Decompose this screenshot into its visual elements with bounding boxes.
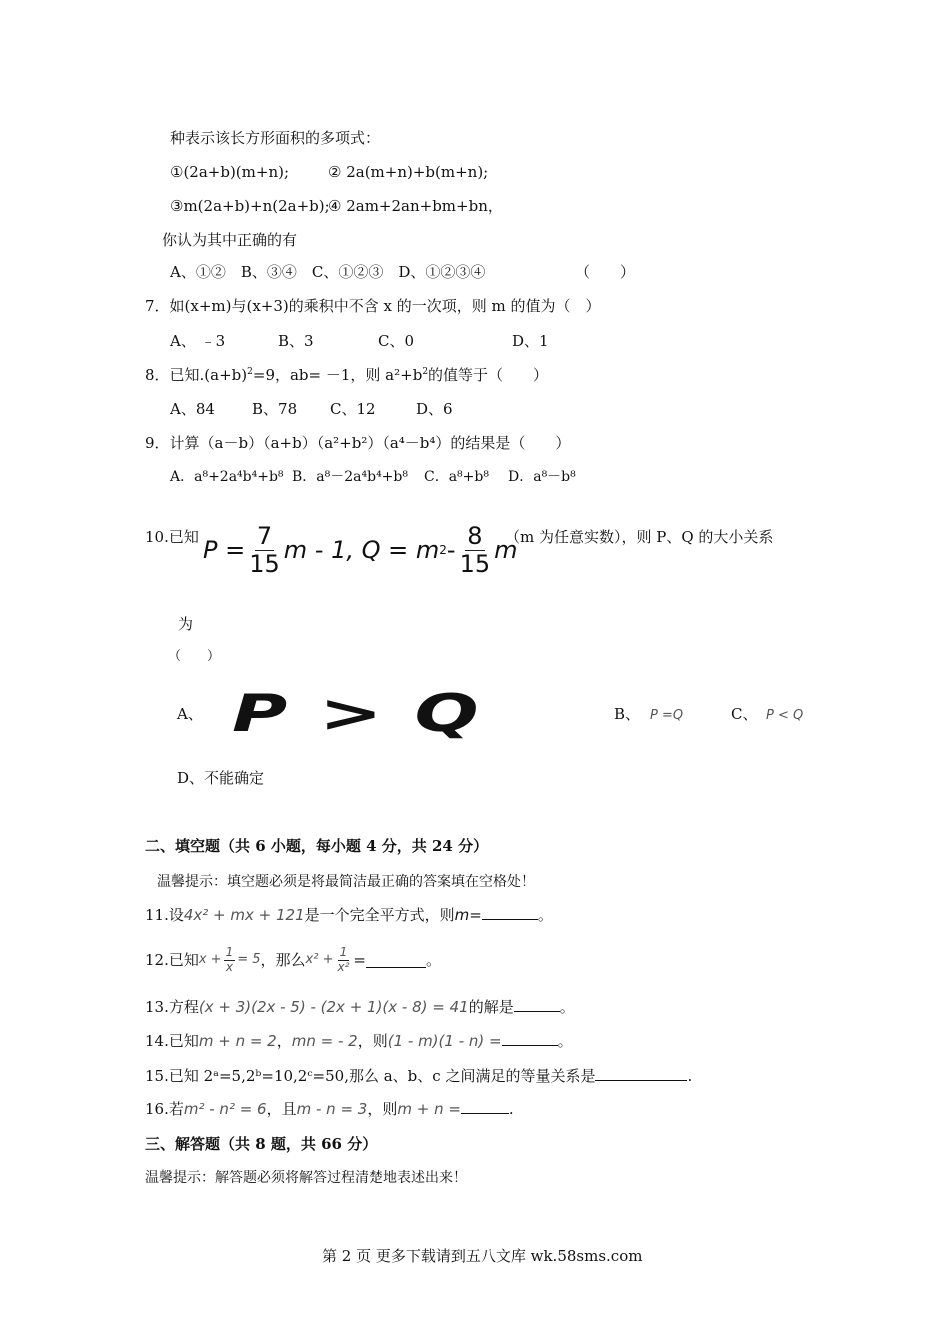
q16: 16.若m² - n² = 6，且m - n = 3，则m + n = . <box>145 1100 514 1118</box>
q12-answer-blank[interactable] <box>366 953 426 968</box>
q7-choice-b: B、3 <box>278 332 314 350</box>
q10-option-a-label: A、 <box>177 705 203 723</box>
q14-answer-blank[interactable] <box>502 1031 558 1046</box>
q15: 15.已知 2ᵃ=5,2ᵇ=10,2ᶜ=50,那么 a、b、c 之间满足的等量关系是 . <box>145 1067 693 1085</box>
q10-option-c: P < Q <box>766 708 804 723</box>
q10-option-d: D、不能确定 <box>177 769 265 787</box>
q11: 11.设4x² + mx + 121是一个完全平方式，则m= 。 <box>145 906 553 924</box>
q6-option-4: ④ 2am+2an+bm+bn， <box>328 197 503 215</box>
q9-choice-c: C．a⁸+b⁸ <box>424 469 489 485</box>
q6-choices: A、①② B、③④ C、①②③ D、①②③④ <box>170 263 486 281</box>
q9-stem: 9．计算（a－b）（a+b）（a²+b²）（a⁴－b⁴）的结果是（ ） <box>145 434 571 452</box>
q8-choice-d: D、6 <box>416 400 453 418</box>
q12: 12.已知 x + $\frac{1}{x}$ = 5 ，那么 x² + $\frac{1}{\text{x²}}$ = 。 <box>145 945 441 974</box>
q7-choice-c: C、0 <box>378 332 415 350</box>
q8-choice-b: B、78 <box>252 400 298 418</box>
q7-stem: 7．如(x+m)与(x+3)的乘积中不含 x 的一次项，则 m 的值为（ ） <box>145 297 601 315</box>
q6-option-3: ③m(2a+b)+n(2a+b); <box>170 197 330 215</box>
q8-choice-c: C、12 <box>330 400 376 418</box>
q14: 14.已知m + n = 2，mn = - 2，则(1 - m)(1 - n) = 。 <box>145 1032 573 1050</box>
q6-option-1: ①(2a+b)(m+n); <box>170 163 290 181</box>
section3-title: 三、解答题（共 8 题，共 66 分） <box>145 1135 378 1153</box>
q7-choice-a: A、 ﹣3 <box>170 332 226 350</box>
q9-choice-d: D．a⁸－b⁸ <box>508 469 576 485</box>
q10-option-c-label: C、 <box>731 705 758 723</box>
q10-tail: （m 为任意实数），则 P、Q 的大小关系 <box>505 528 774 546</box>
q7-choice-d: D、1 <box>512 332 549 350</box>
q10-formula: P = $\frac{7}{15}$ m - 1, Q = m 2 - $\frac{8}{15}$ m <box>203 522 518 578</box>
q16-answer-blank[interactable] <box>461 1099 509 1114</box>
page-footer: 第 2 页 更多下载请到五八文库 wk.58sms.com <box>322 1247 643 1265</box>
q15-answer-blank[interactable] <box>595 1066 687 1081</box>
q10-continuation: 为 <box>178 615 194 633</box>
q13: 13.方程(x + 3)(2x - 5) - (2x + 1)(x - 8) = 41的解是 。 <box>145 998 575 1016</box>
q8-stem: 8．已知$.(a+b)^2=9$，ab= －1，则 $a^2+b^2$的值等于（ ） <box>145 366 549 384</box>
q6-question: 你认为其中正确的有 <box>162 231 298 249</box>
section3-hint: 温馨提示：解答题必须将解答过程清楚地表述出来！ <box>145 1170 467 1186</box>
q6-continuation: 种表示该长方形面积的多项式： <box>170 129 381 147</box>
q6-option-2: ② 2a(m+n)+b(m+n); <box>328 163 489 181</box>
section2-title: 二、填空题（共 6 小题，每小题 4 分，共 24 分） <box>145 837 489 855</box>
q11-answer-blank[interactable] <box>482 905 538 920</box>
section2-hint: 温馨提示：填空题必须是将最简洁最正确的答案填在空格处！ <box>157 874 535 890</box>
q10-option-a: P > Q <box>232 684 482 744</box>
q13-answer-blank[interactable] <box>514 997 560 1012</box>
q10-label: 10.已知 <box>145 528 199 546</box>
q6-answer-paren: （ ） <box>575 263 636 281</box>
q10-option-b-label: B、 <box>614 705 641 723</box>
q9-choice-a: A．a⁸+2a⁴b⁴+b⁸ <box>170 469 284 485</box>
q10-answer-paren: （ ） <box>168 649 221 664</box>
q10-option-b: P =Q <box>650 708 684 723</box>
q9-choice-b: B．a⁸－2a⁴b⁴+b⁸ <box>292 469 408 485</box>
q8-choice-a: A、84 <box>170 400 215 418</box>
